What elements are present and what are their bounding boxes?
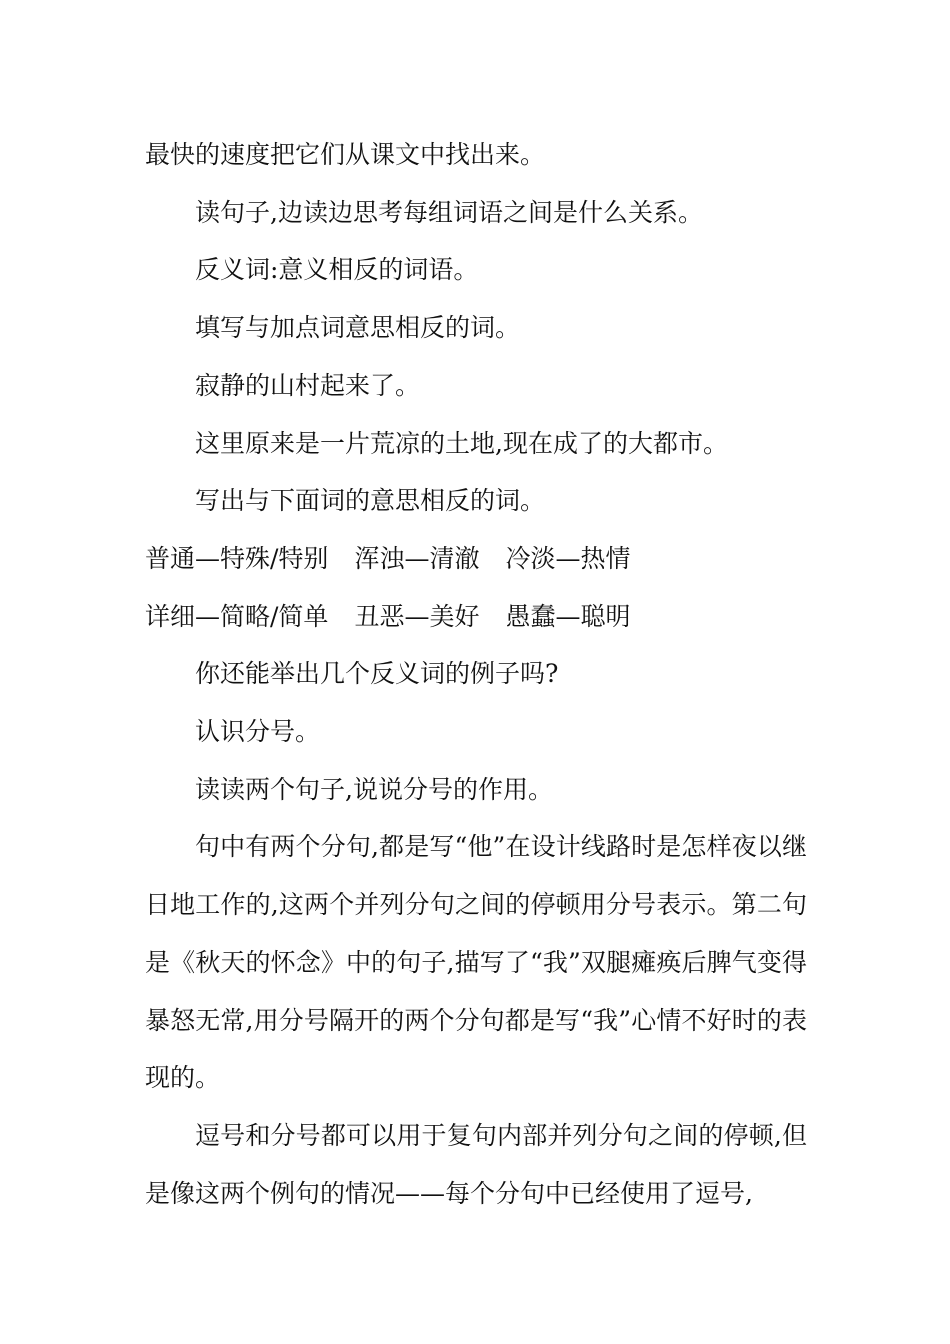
paragraph-write-antonyms: 写出与下面词的意思相反的词。 — [195, 486, 546, 516]
antonym-pair: 浑浊—清澈 — [354, 543, 480, 573]
antonym-row — [145, 530, 807, 588]
paragraph-more-examples: 你还能举出几个反义词的例子吗? — [195, 659, 559, 689]
paragraph-example-village: 寂静的山村起来了。 — [195, 370, 421, 400]
paragraph-example-city: 这里原来是一片荒凉的土地,现在成了的大都市。 — [195, 428, 728, 458]
antonym-pair: 丑恶—美好 — [354, 601, 480, 631]
paragraph-read-sentences: 读句子,边读边思考每组词语之间是什么关系。 — [195, 197, 703, 227]
paragraph-semicolon-heading: 认识分号。 — [195, 717, 321, 747]
paragraph-continuation: 最快的速度把它们从课文中找出来。 — [145, 140, 546, 169]
antonym-pair: 详细—简略/简单 — [145, 601, 329, 631]
antonym-pair: 普通—特殊/特别 — [145, 543, 329, 573]
paragraph-semicolon-explanation: 句中有两个分句,都是写“他”在设计线路时是怎样夜以继日地工作的,这两个并列分句之间的停顿用分号表示。第二句是《秋天的怀念》中的句子,描写了“我”双腿瘫痪后脾气变得暴怒无常,用分号隔开的两个分句都是写“我”心情不好时的表现的。 — [145, 832, 807, 1093]
paragraph-fill-antonym: 填写与加点词意思相反的词。 — [195, 313, 521, 343]
antonym-pair: 冷淡—热情 — [505, 543, 631, 573]
paragraph-antonym-definition: 反义词:意义相反的词语。 — [195, 255, 479, 285]
antonym-pair: 愚蠢—聪明 — [505, 601, 631, 631]
paragraph-comma-semicolon: 逗号和分号都可以用于复句内部并列分句之间的停顿,但是像这两个例句的情况——每个分句中已经使用了逗号, — [145, 1120, 807, 1208]
paragraph-semicolon-task: 读读两个句子,说说分号的作用。 — [195, 774, 553, 804]
antonym-row — [145, 588, 807, 646]
document-body — [145, 126, 807, 1222]
